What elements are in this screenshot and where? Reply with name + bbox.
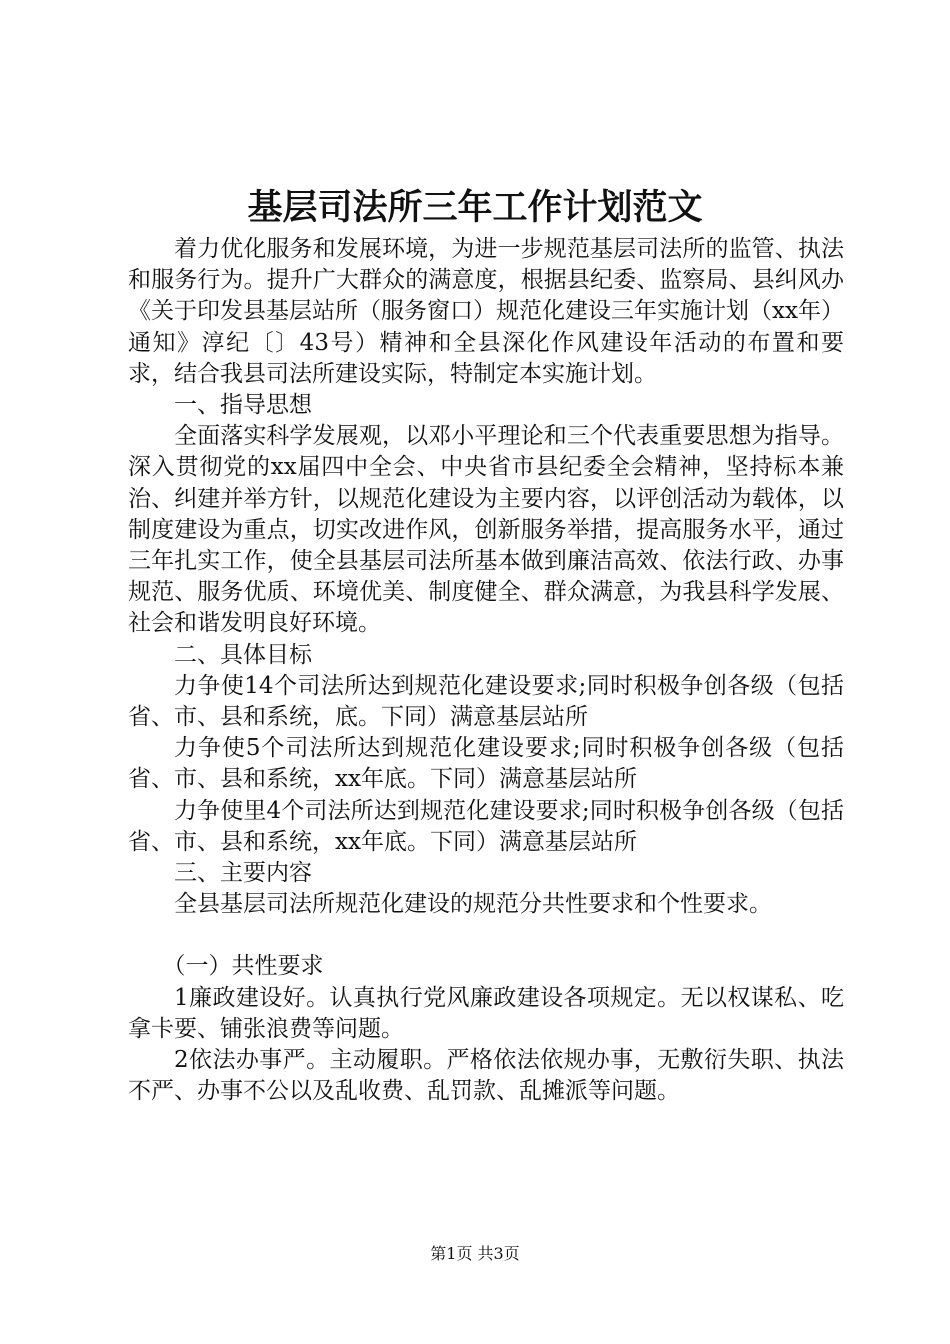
- page-footer: 第1页 共3页: [430, 1244, 520, 1263]
- goal-paragraph-3: 力争使里4个司法所达到规范化建设要求;同时积极争创各级（包括省、市、县和系统，xx年底。下同）满意基层站所: [128, 797, 844, 855]
- goal-paragraph-2: 力争使5个司法所达到规范化建设要求;同时积极争创各级（包括省、市、县和系统，xx年底。下同）满意基层站所: [128, 735, 844, 793]
- section-heading-specific-goals: 二、具体目标: [174, 641, 312, 668]
- goal-paragraph-1: 力争使14个司法所达到规范化建设要求;同时积极争创各级（包括省、市、县和系统，底。下同）满意基层站所: [128, 672, 844, 731]
- section-heading-main-content: 三、主要内容: [174, 860, 312, 887]
- requirement-paragraph-2: 2依法办事严。主动履职。严格依法依规办事，无敷衍失职、执法不严、办事不公以及乱收费、乱罚款、乱摊派等问题。: [128, 1047, 844, 1105]
- main-content-paragraph: 全县基层司法所规范化建设的规范分共性要求和个性要求。: [174, 891, 772, 918]
- guiding-ideology-paragraph: 全面落实科学发展观，以邓小平理论和三个代表重要思想为指导。深入贯彻党的xx届四中全会、中央省市县纪委全会精神，坚持标本兼治、纠建并举方针，以规范化建设为主要内容，以评创活动为载体，以制度建设为重点，切实改进作风，创新服务举措，提高服务水平，通过三年扎实工作，使全县基层司法所基本做到廉洁高效、依法行政、办事规范、服务优质、环境优美、制度健全、群众满意，为我县科学发展、社会和谐发明良好环境。: [128, 423, 844, 637]
- section-heading-guiding-ideology: 一、指导思想: [174, 392, 312, 419]
- document-body: [128, 234, 844, 1107]
- subsection-heading-common-requirements: （一）共性要求: [162, 953, 324, 980]
- document-title: 基层司法所三年工作计划范文: [247, 187, 703, 228]
- requirement-paragraph-1: 1廉政建设好。认真执行党风廉政建设各项规定。无以权谋私、吃拿卡要、铺张浪费等问题。: [128, 984, 844, 1042]
- intro-paragraph: 着力优化服务和发展环境，为进一步规范基层司法所的监管、执法和服务行为。提升广大群众的满意度，根据县纪委、监察局、县纠风办《关于印发县基层站所（服务窗口）规范化建设三年实施计划（xx年）通知》淳纪〔〕43号）精神和全县深化作风建设年活动的布置和要求，结合我县司法所建设实际，特制定本实施计划。: [128, 236, 844, 387]
